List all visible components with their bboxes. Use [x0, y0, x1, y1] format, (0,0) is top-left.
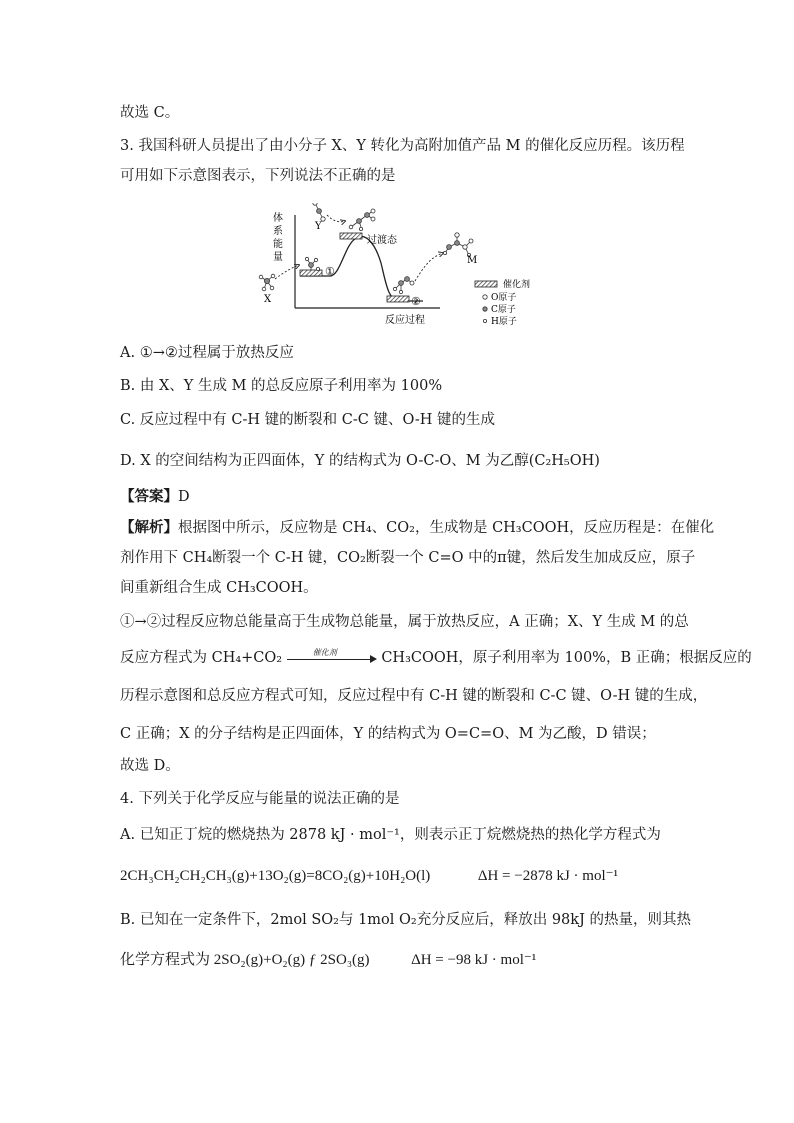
answer-value: D: [178, 489, 190, 505]
catalyst-block-1: [300, 270, 322, 276]
question-4-equation-a: [120, 866, 618, 886]
question-4-equation-b: [120, 950, 536, 970]
analysis-line-5: [120, 648, 752, 668]
analysis-tag: 【解析】: [120, 519, 178, 536]
analysis-line-6: 历程示意图和总反应方程式可知，反应过程中有 C-H 键的断裂和 C-C 键、O-H 键的生成，: [120, 688, 708, 704]
molecule-y: [313, 203, 325, 221]
adsorbed-species-2: [393, 277, 414, 294]
analysis-line-8: 故选 D。: [120, 758, 180, 774]
option-d: D. X 的空间结构为正四面体，Y 的结构式为 O-C-O、M 为乙醇(C₂H₅OH): [120, 453, 600, 469]
option-c: C. 反应过程中有 C-H 键的断裂和 C-C 键、O-H 键的生成: [120, 412, 496, 428]
analysis-line-3: 间重新组合生成 CH₃COOH。: [120, 580, 318, 596]
molecule-m: [443, 233, 473, 257]
y-axis-label-2: 系: [273, 226, 283, 237]
catalyst-label: 催化剂: [312, 648, 337, 657]
equation-b: 化学方程式为 2SO₂(g)+O₂(g) ƒ 2SO₃(g): [120, 952, 370, 968]
legend-h: H原子: [491, 317, 517, 327]
label-1: ①: [325, 265, 335, 278]
x-axis-label: 反应过程: [385, 315, 425, 326]
equation-a: 2CH₃CH₂CH₂CH₃(g)+13O₂(g)=8CO₂(g)+10H₂O(l): [120, 868, 431, 884]
analysis-line-4: ①→②过程反应物总能量高于生成物总能量，属于放热反应，A 正确；X、Y 生成 M 的总: [120, 614, 689, 630]
question-4-option-b: B. 已知在一定条件下，2mol SO₂与 1mol O₂充分反应后，释放出 98kJ 的热量，则其热: [120, 912, 691, 928]
analysis-text-1: 根据图中所示，反应物是 CH₄、CO₂，生成物是 CH₃COOH，反应历程是：在催化: [178, 520, 715, 536]
question-4-option-a: A. 已知正丁烷的燃烧热为 2878 kJ · mol⁻¹，则表示正丁烷燃烧热的热化学方程式为: [120, 827, 661, 843]
legend-c: C原子: [491, 305, 516, 315]
answer-tag: 【答案】: [120, 488, 178, 505]
legend: [475, 278, 530, 327]
legend-catalyst-swatch: [475, 281, 497, 287]
legend-c-swatch: [483, 307, 487, 311]
option-b: B. 由 X、Y 生成 M 的总反应原子利用率为 100%: [120, 378, 443, 394]
molecule-x: [259, 274, 275, 291]
label-m: M: [467, 255, 478, 266]
y-axis-label-1: 体: [273, 213, 283, 224]
question-3-stem: 3. 我国科研人员提出了由小分子 X、Y 转化为高附加值产品 M 的催化反应历程。该历程: [120, 138, 685, 154]
arrow-y: [327, 215, 345, 222]
label-2: ②: [411, 295, 421, 308]
catalyst-block-ts: [340, 233, 362, 239]
analysis-line-7: C 正确；X 的分子结构是正四面体，Y 的结构式为 O=C=O、M 为乙酸，D 错误；: [120, 726, 656, 742]
catalyst-block-2: [387, 296, 409, 302]
legend-h-swatch: [483, 319, 486, 322]
answer-line: [120, 487, 190, 507]
transition-state-species: [349, 209, 375, 231]
question-4-stem: 4. 下列关于化学反应与能量的说法正确的是: [120, 791, 400, 807]
question-3-stem-cont: 可用如下示意图表示，下列说法不正确的是: [120, 168, 396, 184]
label-x: X: [264, 294, 272, 305]
adsorbed-species-1: [305, 257, 319, 270]
catalyst-arrow: [287, 649, 377, 667]
y-axis-label-3: 能: [273, 239, 283, 250]
option-a: A. ①→②过程属于放热反应: [120, 345, 294, 361]
transition-label: 过渡态: [367, 235, 397, 246]
legend-catalyst: 催化剂: [503, 280, 531, 290]
legend-o-swatch: [483, 295, 487, 299]
delta-h-a: ΔH = −2878 kJ · mol⁻¹: [477, 868, 619, 884]
equation-products: CH₃COOH，原子利用率为 100%，B 正确；根据反应的: [381, 650, 752, 666]
analysis-line-2: 剂作用下 CH₄断裂一个 C-H 键，CO₂断裂一个 C=O 中的π键，然后发生加成反应，原子: [120, 550, 696, 566]
analysis-line-1: [120, 518, 714, 538]
equation-reactants: 反应方程式为 CH₄+CO₂: [120, 650, 283, 666]
delta-h-b: ΔH = −98 kJ · mol⁻¹: [411, 952, 537, 968]
text-line: 故选 C。: [120, 105, 180, 121]
reaction-energy-diagram: [255, 203, 575, 333]
y-axis-label-4: 量: [273, 252, 283, 263]
label-y: Y: [315, 221, 322, 232]
legend-o: O原子: [491, 293, 517, 303]
arrow-m: [415, 253, 443, 281]
